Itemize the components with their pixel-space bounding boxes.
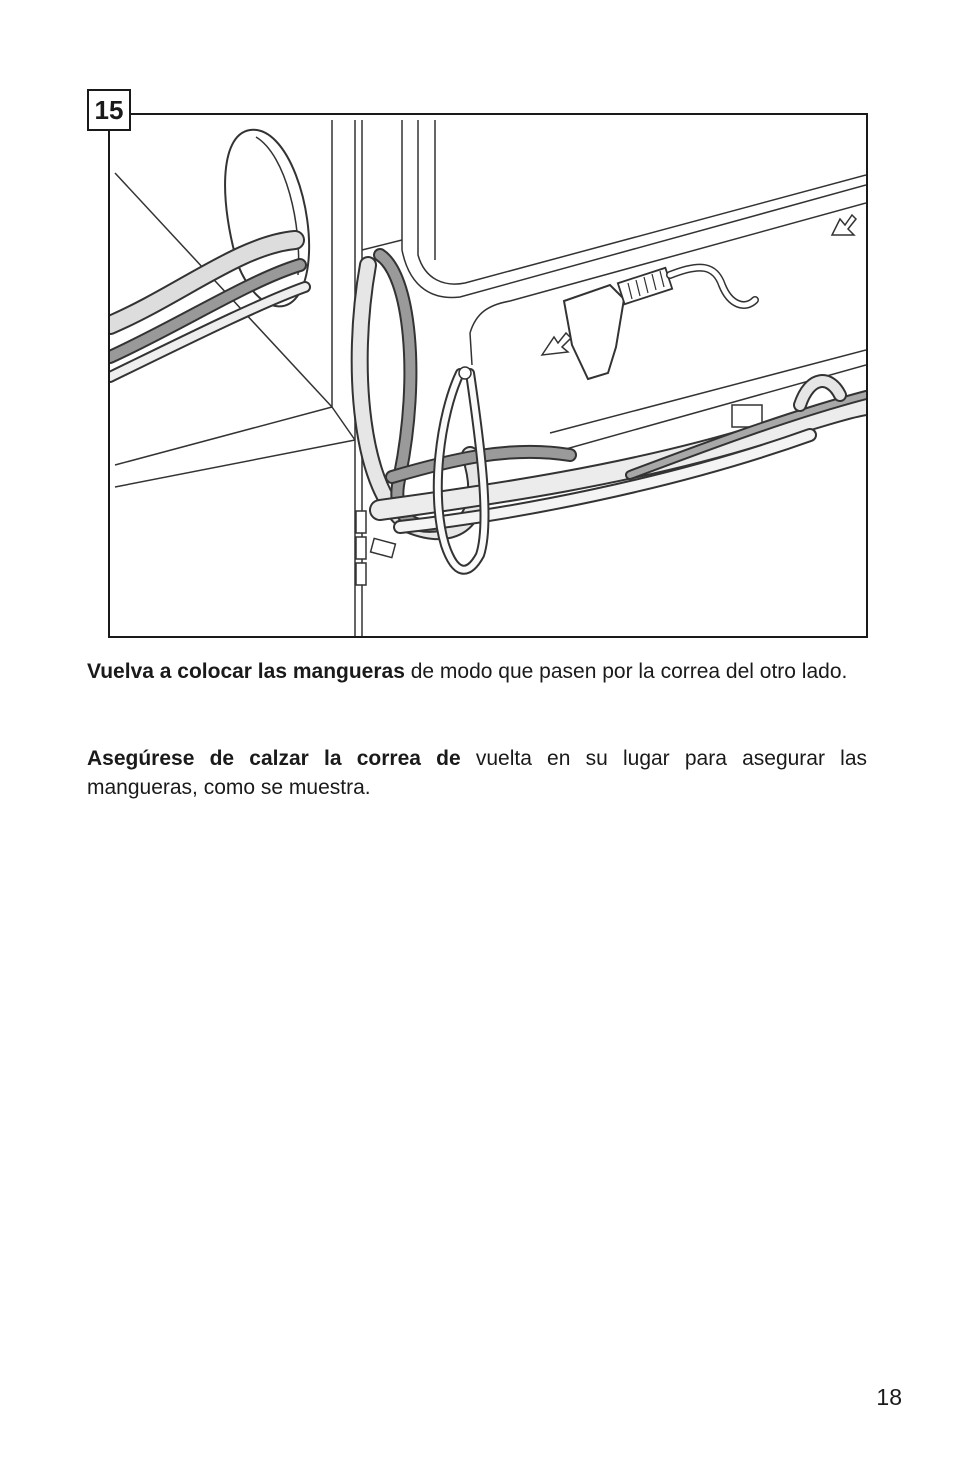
instruction-2-lead: Asegúrese de calzar la correa de <box>87 747 461 770</box>
instruction-paragraph-1 <box>87 657 867 686</box>
hose-routing-drawing <box>110 115 866 636</box>
hose-routing-illustration <box>108 113 868 638</box>
instruction-paragraph-2 <box>87 744 867 802</box>
page-number: 18 <box>876 1384 902 1410</box>
instruction-2-text: vuelta en su lugar para asegurar las mangueras, como se muestra. <box>87 747 868 799</box>
step-number-badge: 15 <box>87 89 131 131</box>
instruction-1-text: de modo que pasen por la correa del otro lado. <box>404 660 848 683</box>
instruction-1-lead: Vuelva a colocar las mangueras <box>87 660 405 683</box>
